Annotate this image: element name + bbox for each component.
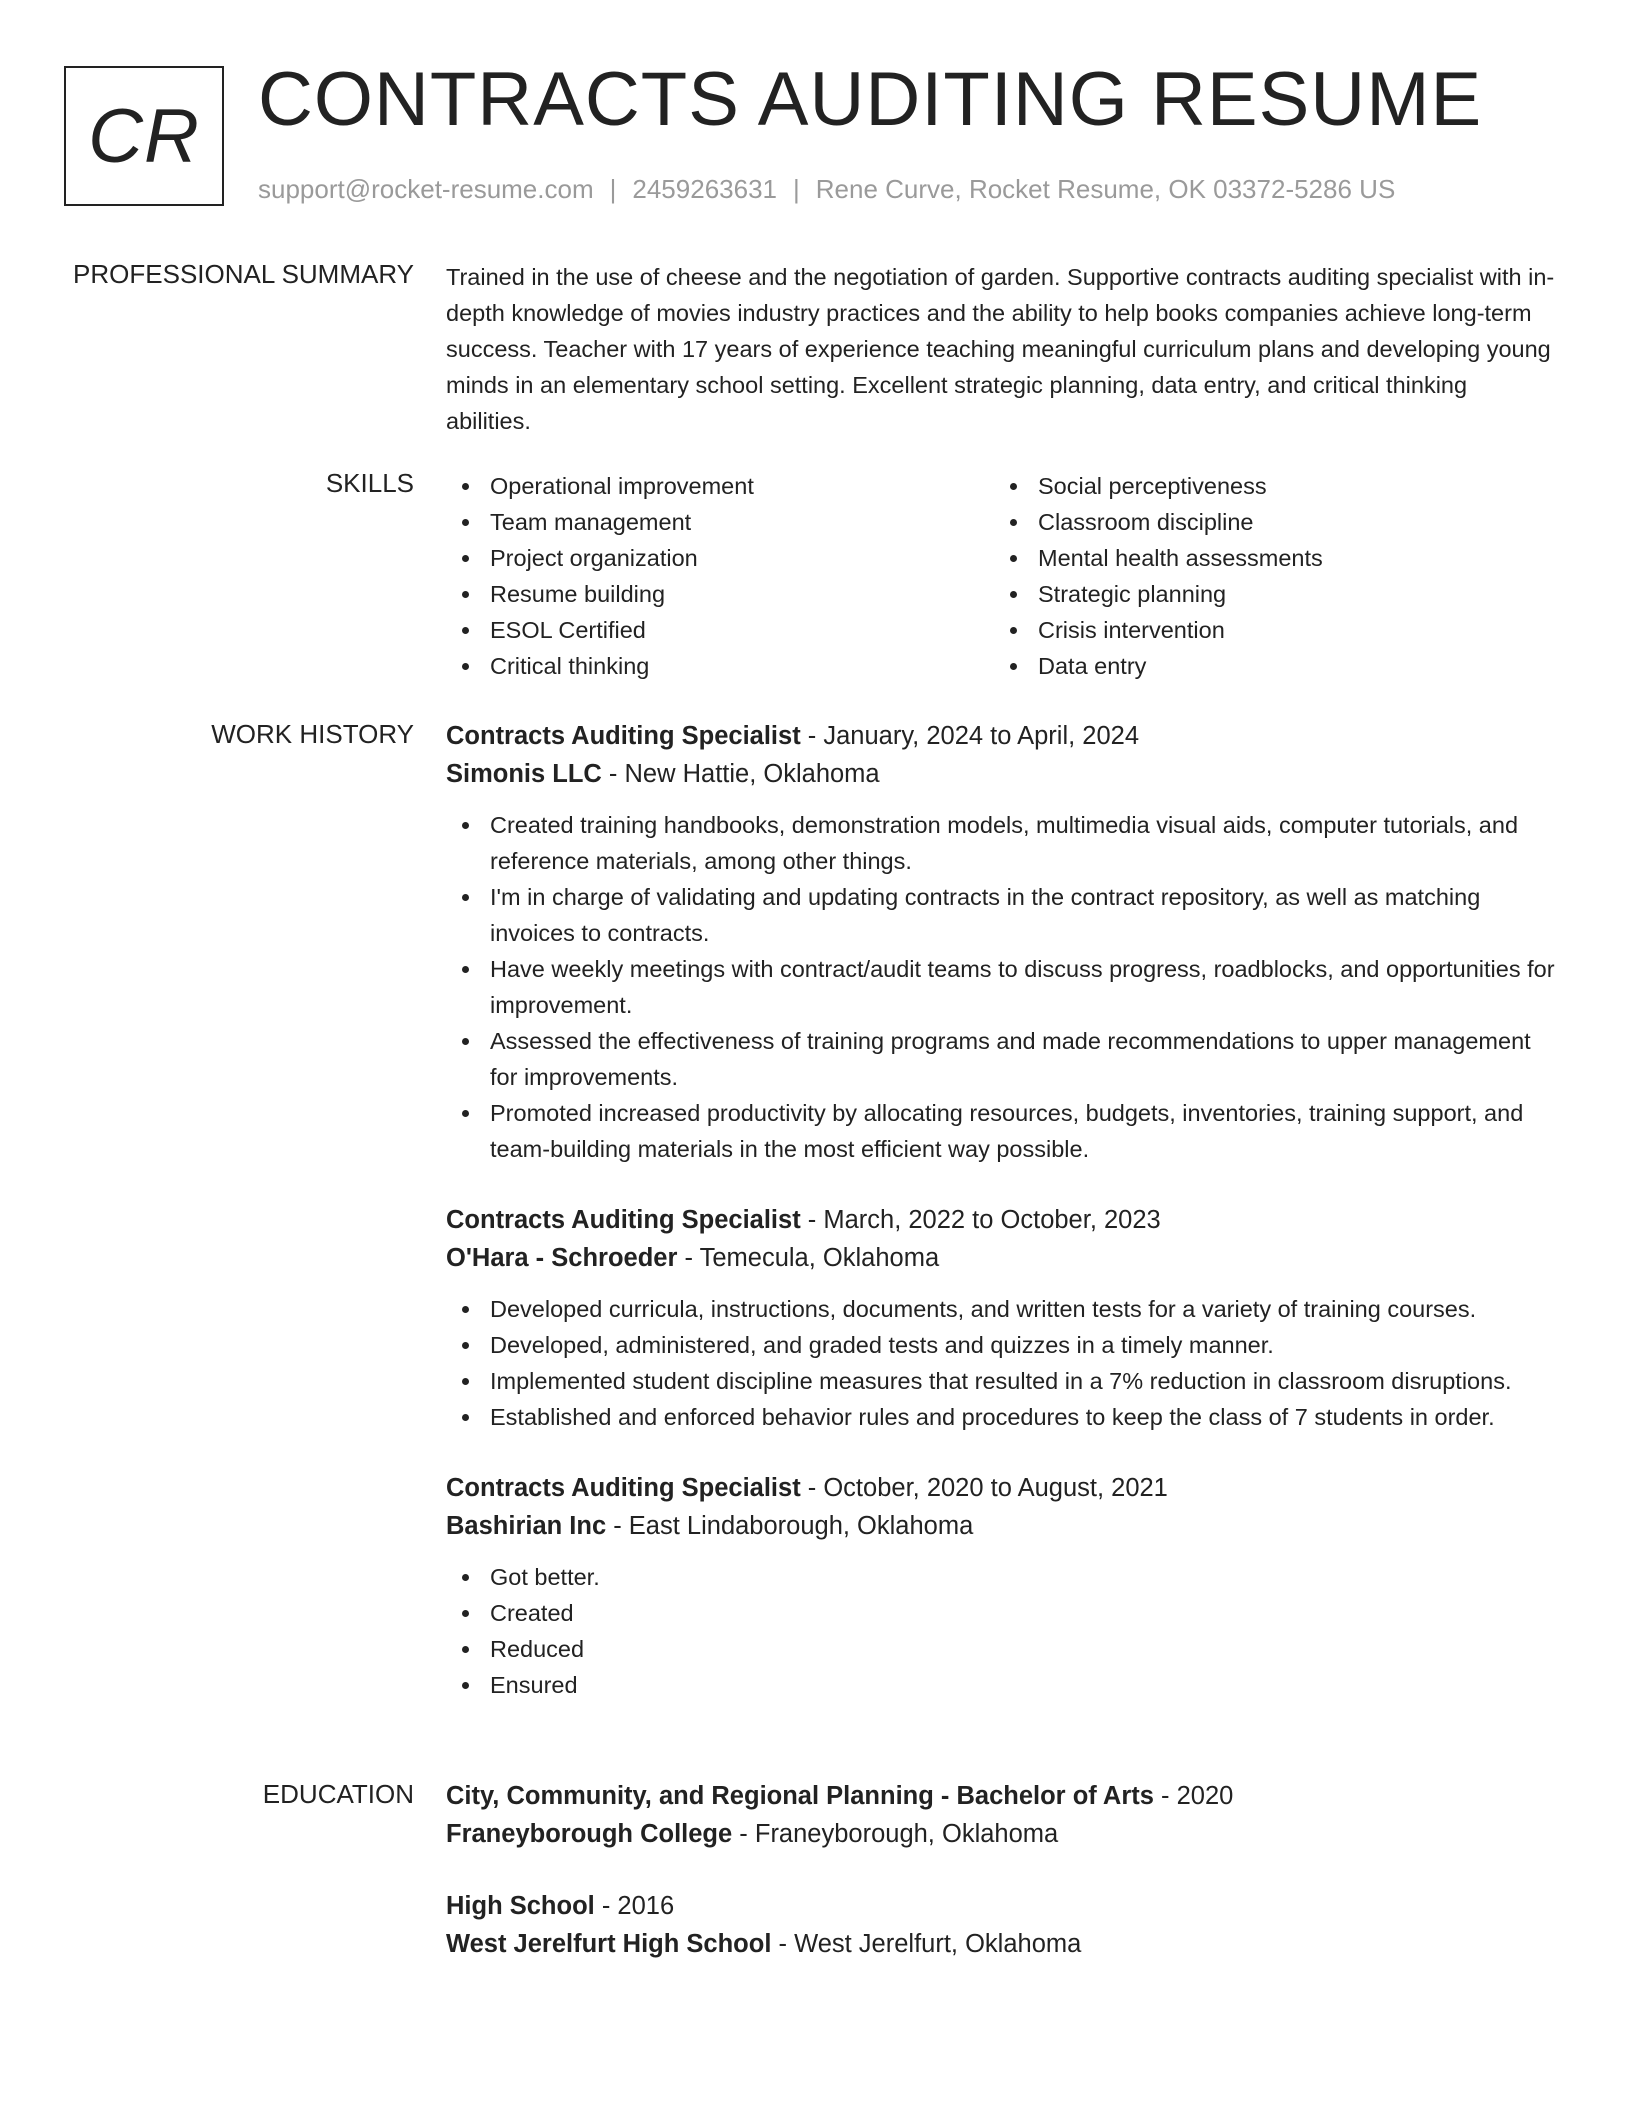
job-entries <box>446 717 1556 1737</box>
job-location: - New Hattie, Oklahoma <box>601 760 880 788</box>
job-bullet: Created <box>446 1595 1556 1631</box>
skill-item: ESOL Certified <box>446 612 994 648</box>
job-bullet: Ensured <box>446 1667 1556 1703</box>
contact-separator: | <box>793 174 800 204</box>
job-entry <box>446 717 1556 1167</box>
job-company-line <box>446 755 1556 793</box>
summary-text: Trained in the use of cheese and the negotiation of garden. Supportive contracts auditing specialist with in-depth knowledge of movies industry practices and the ability to help books companies achieve long-term success. Teacher with 17 years of experience teaching meaningful curriculum plans and developing young minds in an elementary school setting. Excellent strategic planning, data entry, and critical thinking abilities. <box>446 264 1555 434</box>
skill-item: Critical thinking <box>446 648 994 684</box>
job-title-line <box>446 1469 1556 1507</box>
job-bullet-list <box>446 1291 1556 1435</box>
section-label: EDUCATION <box>262 1779 414 1809</box>
job-title: Contracts Auditing Specialist <box>446 722 801 750</box>
contact-phone[interactable]: 2459263631 <box>632 174 777 204</box>
contact-separator: | <box>609 174 617 204</box>
job-location: - East Lindaborough, Oklahoma <box>606 1512 974 1540</box>
skill-item: Data entry <box>994 648 1542 684</box>
skill-item: Classroom discipline <box>994 504 1542 540</box>
education-entry <box>446 1777 1556 1853</box>
job-bullet: Promoted increased productivity by allocating resources, budgets, inventories, training support, and team-building materials in the most efficient way possible. <box>446 1095 1556 1167</box>
education-degree-line <box>446 1887 1556 1925</box>
job-location: - Temecula, Oklahoma <box>677 1244 940 1272</box>
job-bullet: Developed curricula, instructions, documents, and written tests for a variety of training courses. <box>446 1291 1556 1327</box>
job-title: Contracts Auditing Specialist <box>446 1474 801 1502</box>
skills-list-left <box>446 468 994 684</box>
job-dates: - January, 2024 to April, 2024 <box>800 722 1140 750</box>
skill-item: Mental health assessments <box>994 540 1542 576</box>
job-company: Bashirian Inc <box>446 1512 607 1540</box>
job-company: O'Hara - Schroeder <box>446 1244 678 1272</box>
section-label: PROFESSIONAL SUMMARY <box>73 259 414 289</box>
contact-line <box>258 174 1395 205</box>
education-school: Franeyborough College <box>446 1820 733 1848</box>
job-bullet-list <box>446 807 1556 1167</box>
job-bullet: Got better. <box>446 1559 1556 1595</box>
job-bullet: Assessed the effectiveness of training programs and made recommendations to upper management for improvements. <box>446 1023 1556 1095</box>
section-label: SKILLS <box>325 468 414 498</box>
skill-item: Team management <box>446 504 994 540</box>
job-company-line <box>446 1239 1556 1277</box>
education-year: - 2020 <box>1153 1782 1234 1810</box>
job-bullet: Reduced <box>446 1631 1556 1667</box>
skills-list-right <box>994 468 1542 684</box>
job-entry <box>446 1469 1556 1703</box>
skill-item: Social perceptiveness <box>994 468 1542 504</box>
education-location: - West Jerelfurt, Oklahoma <box>771 1930 1082 1958</box>
job-bullet: I'm in charge of validating and updating contracts in the contract repository, as well as matching invoices to contracts. <box>446 879 1556 951</box>
education-location: - Franeyborough, Oklahoma <box>732 1820 1059 1848</box>
skill-item: Strategic planning <box>994 576 1542 612</box>
job-bullet: Created training handbooks, demonstration models, multimedia visual aids, computer tutorials, and reference materials, among other things. <box>446 807 1556 879</box>
job-title-line <box>446 717 1556 755</box>
skill-item: Project organization <box>446 540 994 576</box>
job-company: Simonis LLC <box>446 760 602 788</box>
job-dates: - October, 2020 to August, 2021 <box>800 1474 1168 1502</box>
section-label: WORK HISTORY <box>211 719 414 749</box>
monogram-box: CR <box>64 66 224 206</box>
job-entry <box>446 1201 1556 1435</box>
job-title: Contracts Auditing Specialist <box>446 1206 801 1234</box>
skill-item: Crisis intervention <box>994 612 1542 648</box>
education-entries <box>446 1777 1556 1997</box>
contact-address: Rene Curve, Rocket Resume, OK 03372-5286 US <box>815 174 1396 204</box>
education-year: - 2016 <box>594 1892 675 1920</box>
job-bullet: Have weekly meetings with contract/audit teams to discuss progress, roadblocks, and opportunities for improvement. <box>446 951 1556 1023</box>
job-company-line <box>446 1507 1556 1545</box>
skill-item: Operational improvement <box>446 468 994 504</box>
education-school-line <box>446 1815 1556 1853</box>
resume-title: CONTRACTS AUDITING RESUME <box>258 57 1483 142</box>
education-degree: City, Community, and Regional Planning - Bachelor of Arts <box>446 1782 1154 1810</box>
job-bullet: Established and enforced behavior rules and procedures to keep the class of 7 students in order. <box>446 1399 1556 1435</box>
education-degree-line <box>446 1777 1556 1815</box>
education-school-line <box>446 1925 1556 1963</box>
job-bullet: Developed, administered, and graded tests and quizzes in a timely manner. <box>446 1327 1556 1363</box>
contact-email[interactable]: support@rocket-resume.com <box>258 174 594 204</box>
job-dates: - March, 2022 to October, 2023 <box>800 1206 1161 1234</box>
education-entry <box>446 1887 1556 1963</box>
education-degree: High School <box>446 1892 595 1920</box>
skill-item: Resume building <box>446 576 994 612</box>
job-title-line <box>446 1201 1556 1239</box>
job-bullet: Implemented student discipline measures that resulted in a 7% reduction in classroom disruptions. <box>446 1363 1556 1399</box>
job-bullet-list <box>446 1559 1556 1703</box>
education-school: West Jerelfurt High School <box>446 1930 772 1958</box>
